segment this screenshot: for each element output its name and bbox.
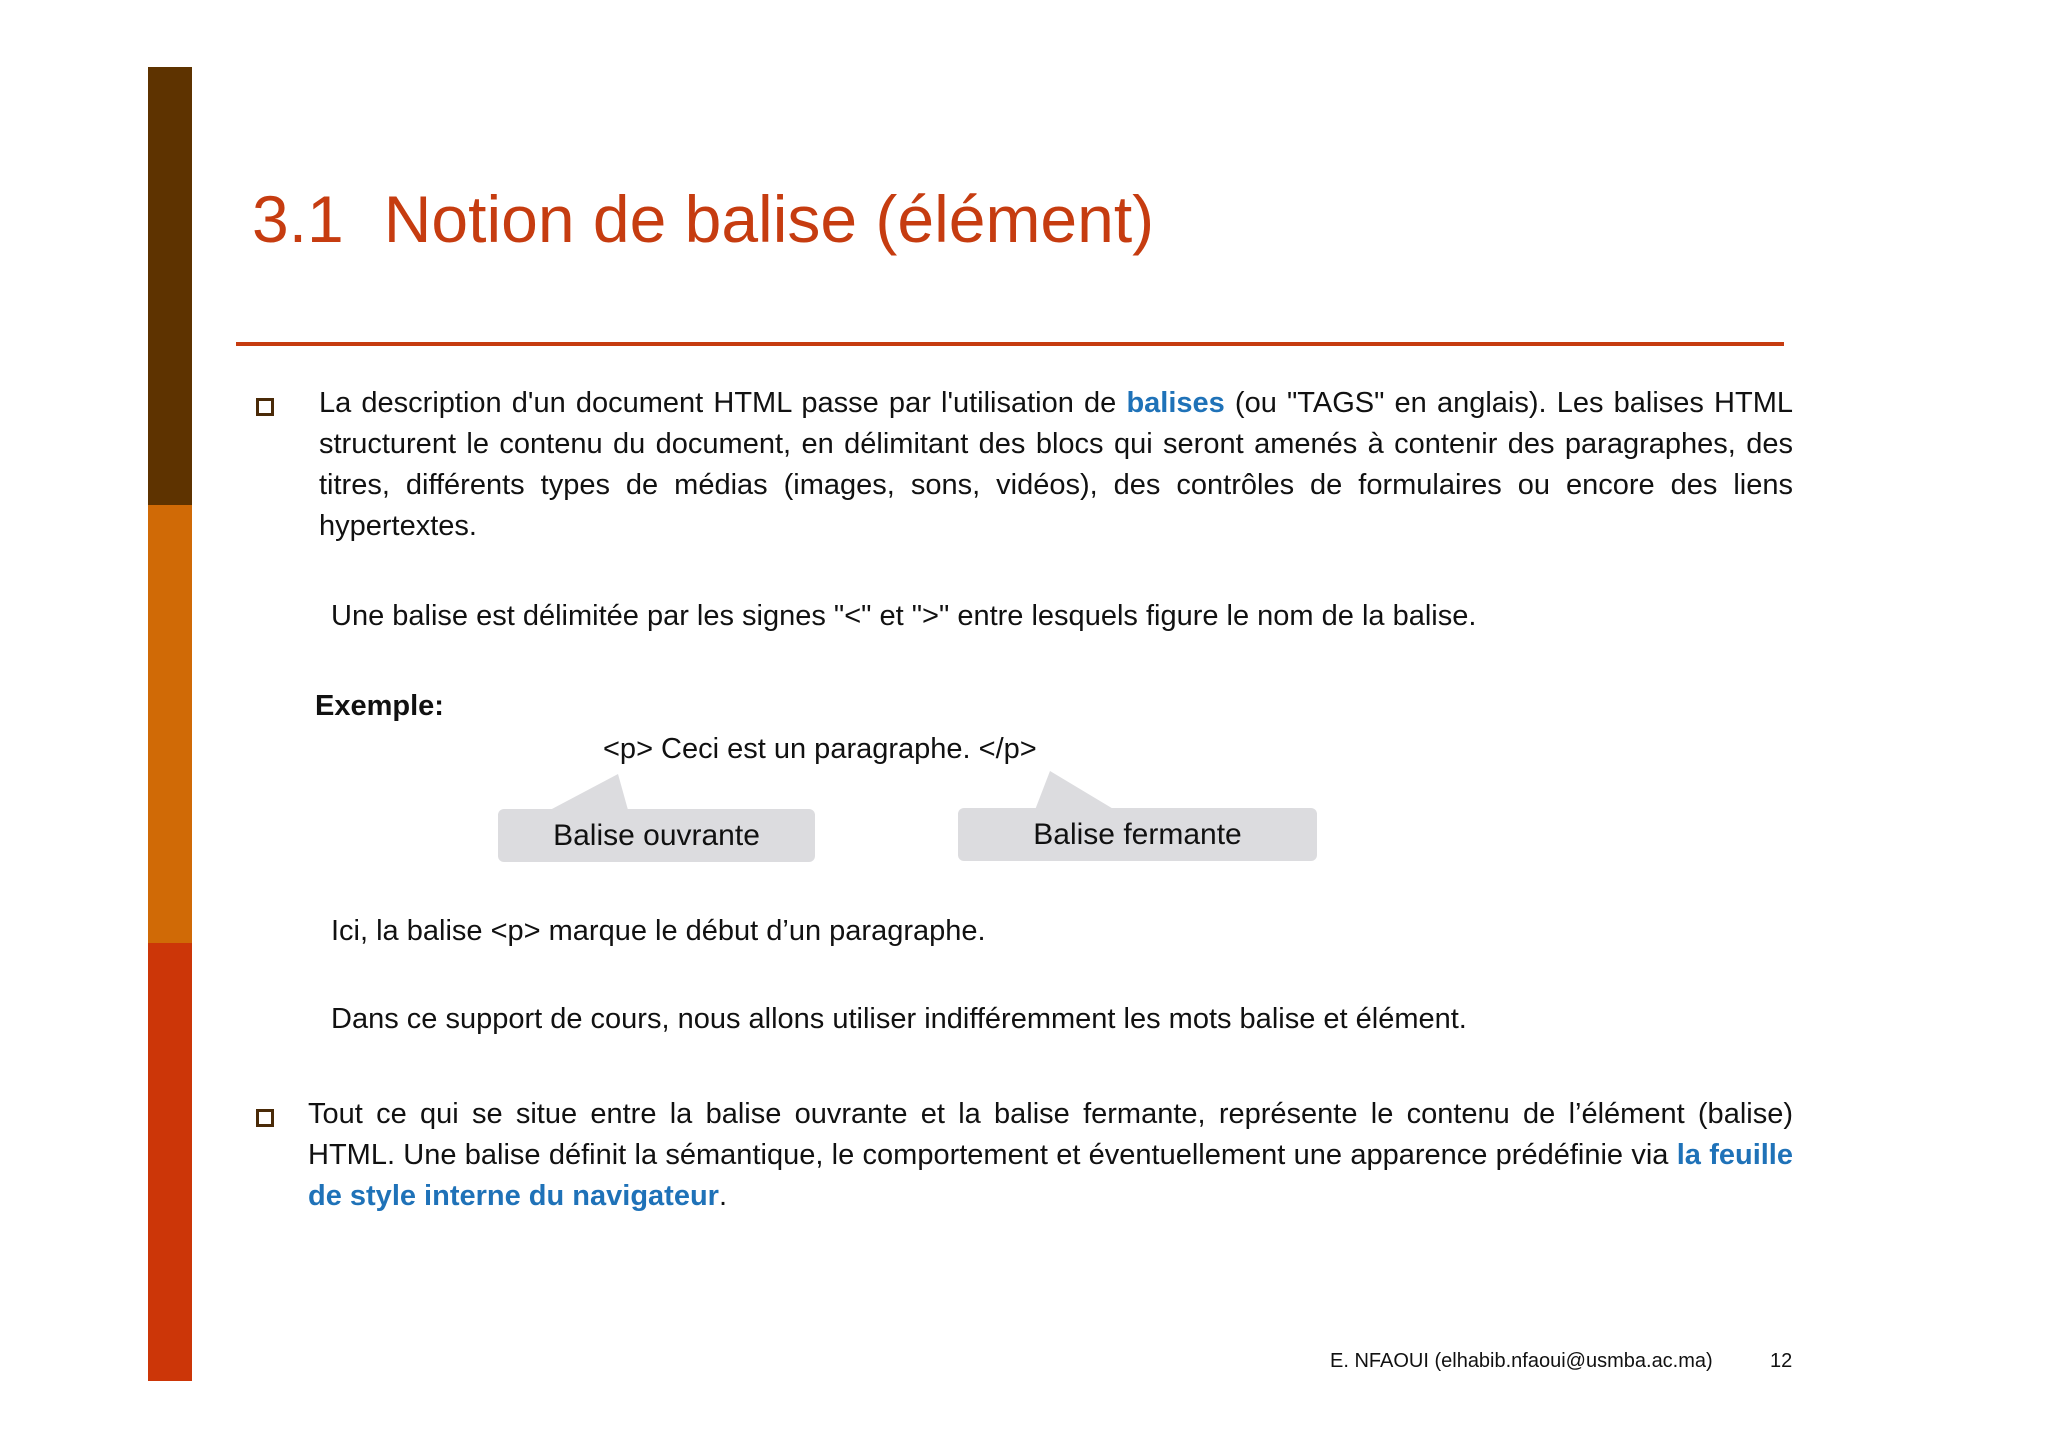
accent-segment-brown bbox=[148, 67, 192, 505]
bullet-paragraph-1 bbox=[319, 383, 1793, 547]
callout-balise-ouvrante: Balise ouvrante bbox=[498, 809, 815, 862]
callout-balise-fermante: Balise fermante bbox=[958, 808, 1317, 861]
slide-title-number: 3.1 bbox=[252, 182, 344, 256]
term-balises-highlight: balises bbox=[1126, 387, 1225, 419]
slide-title-text: Notion de balise (élément) bbox=[383, 182, 1155, 256]
bullet2-text-end: . bbox=[718, 1180, 728, 1212]
explanation-paragraph-1: Ici, la balise <p> marque le début d’un paragraphe. bbox=[331, 915, 986, 947]
bullet1-text-end: (ou "TAGS" en anglais). Les balises HTML structurent le contenu du document, en délimitant des blocs qui seront amenés à contenir des paragraphes, des titres, différents types de médias (images, sons, vidéos), des contrôles de formulaires ou encore des liens hypertextes. bbox=[319, 387, 1793, 542]
bullet2-text-start: Tout ce qui se situe entre la balise ouvrante et la balise fermante, représente le contenu de l’élément (balise) HTML. Une balise définit la sémantique, le comportement et éventuellement une apparence prédéfinie via bbox=[308, 1098, 1793, 1171]
bullet1-text-start: La description d'un document HTML passe par l'utilisation de bbox=[319, 387, 1127, 419]
square-bullet-icon bbox=[256, 398, 274, 416]
title-divider bbox=[236, 342, 1784, 346]
delimiter-paragraph: Une balise est délimitée par les signes "<" et ">" entre lesquels figure le nom de la balise. bbox=[331, 600, 1477, 632]
term-feuille-de-style-highlight: la feuille de style interne du navigateur bbox=[308, 1139, 1793, 1212]
example-label: Exemple: bbox=[315, 690, 444, 722]
square-bullet-icon bbox=[256, 1109, 274, 1127]
footer-author: E. NFAOUI (elhabib.nfaoui@usmba.ac.ma) bbox=[1330, 1350, 1713, 1372]
bullet-paragraph-2 bbox=[308, 1094, 1793, 1217]
accent-segment-orange bbox=[148, 505, 192, 943]
explanation-paragraph-2: Dans ce support de cours, nous allons utiliser indifféremment les mots balise et élément. bbox=[331, 1003, 1467, 1035]
example-code: <p> Ceci est un paragraphe. </p> bbox=[603, 733, 1037, 765]
sidebar-accent-bar bbox=[148, 67, 192, 1381]
slide-title bbox=[252, 182, 1155, 256]
accent-segment-red bbox=[148, 943, 192, 1381]
page-number: 12 bbox=[1770, 1350, 1793, 1372]
